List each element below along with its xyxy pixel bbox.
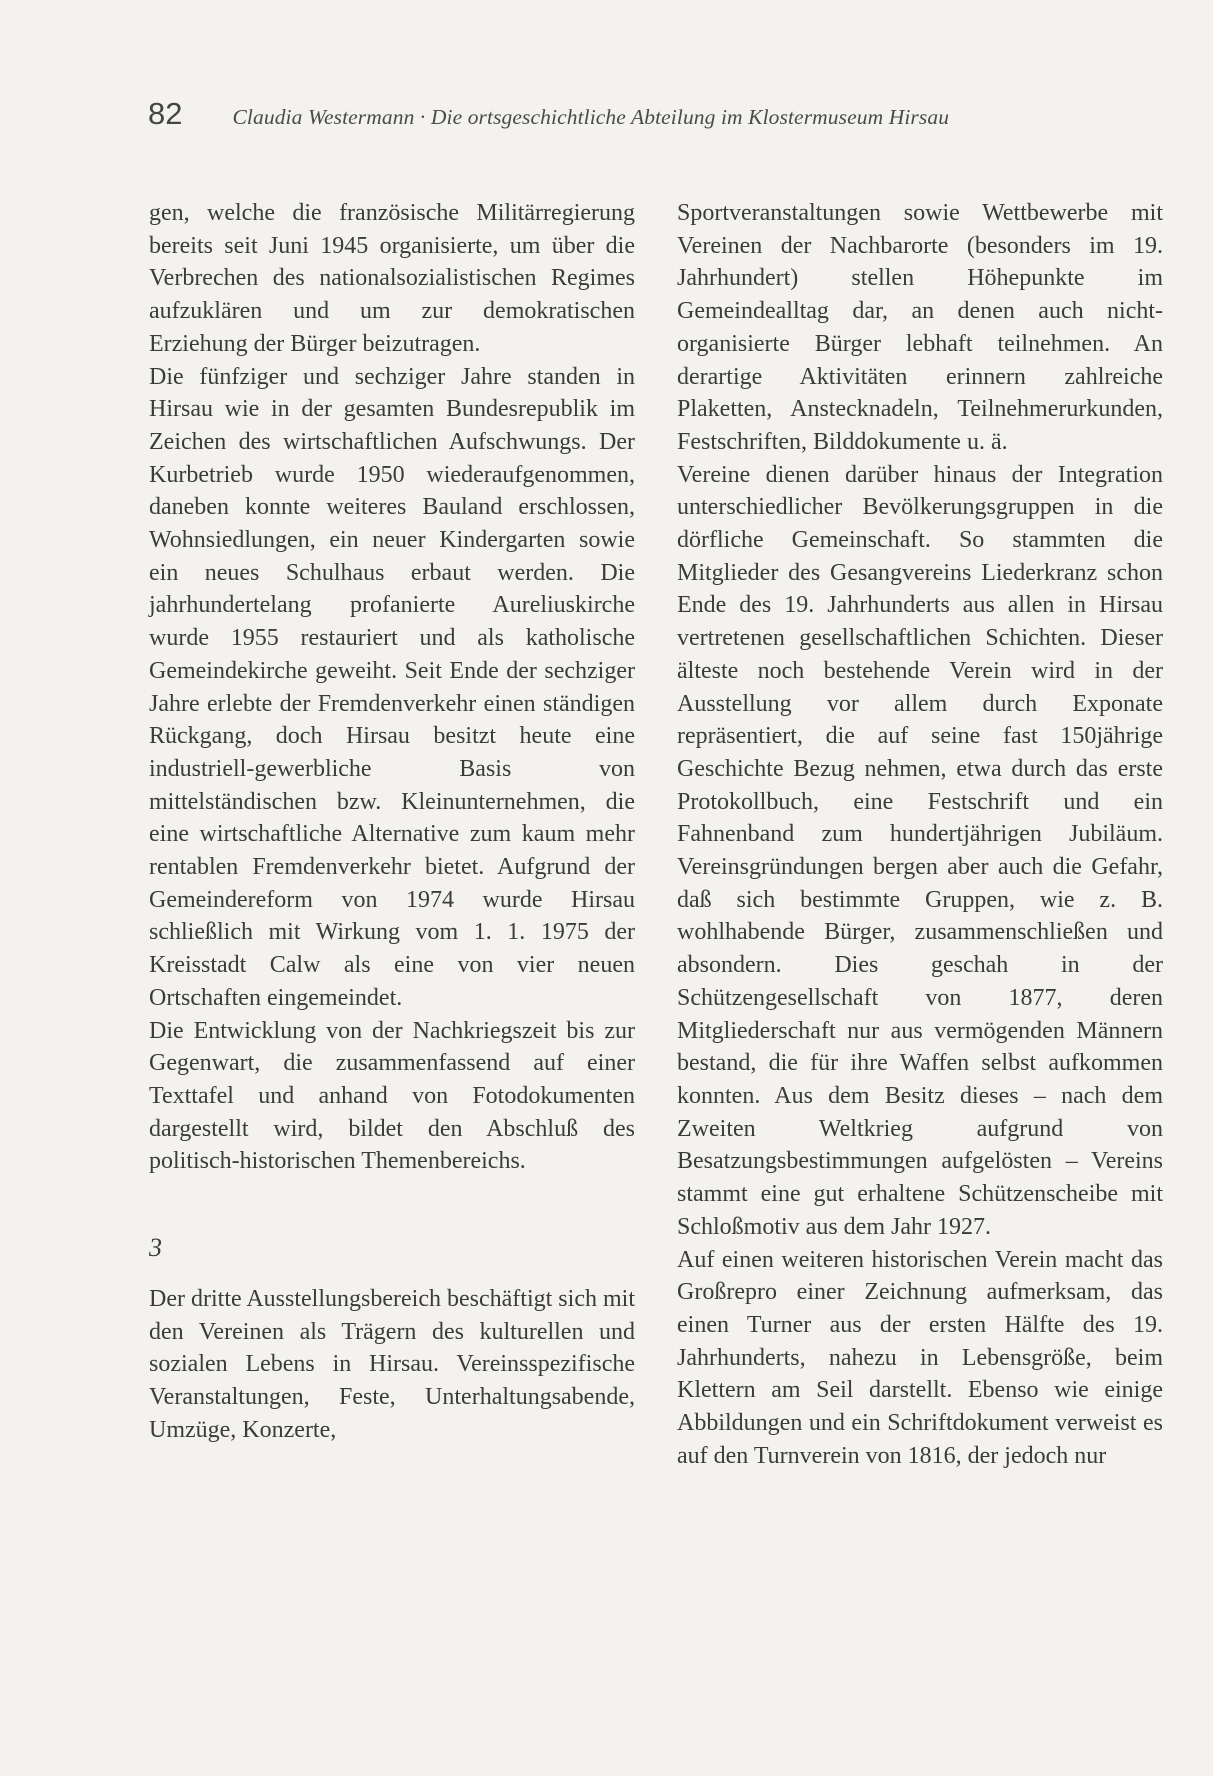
paragraph: Sportveranstaltungen sowie Wettbewerbe mit Vereinen der Nachbarorte (besonders im 19. Jahrhundert) stellen Höhepunkte im Gemeindealltag dar, an denen auch nicht-organisierte Bürger lebhaft teilnehmen. An derartige Aktivitäten erinnern zahlreiche Plaketten, Anstecknadeln, Teilnehmerurkunden, Festschriften, Bilddokumente u. ä. [677, 200, 1163, 455]
paragraph: Vereine dienen darüber hinaus der Integration unterschiedlicher Bevölkerungsgruppen in die dörfliche Gemeinschaft. So stammten die Mitglieder des Gesangvereins Liederkranz schon Ende des 19. Jahrhunderts aus allen in Hirsau vertretenen gesellschaftlichen Schichten. Dieser älteste noch bestehende Verein wird in der Ausstellung vor allem durch Exponate repräsentiert, die auf seine fast 150jährige Geschichte Bezug nehmen, etwa durch das erste Protokollbuch, eine Festschrift und ein Fahnenband zum hundertjährigen Jubiläum. Vereinsgründungen bergen aber auch die Gefahr, daß sich bestimmte Gruppen, wie z. B. wohlhabende Bürger, zusammenschließen und absondern. Dies geschah in der Schützengesellschaft von 1877, deren Mitgliederschaft nur aus vermögenden Männern bestand, die für ihre Waffen selbst aufkommen konnten. Aus dem Besitz dieses – nach dem Zweiten Weltkrieg aufgrund von Besatzungsbestimmungen aufgelösten – Vereins stammt eine gut erhaltene Schützenscheibe mit Schloßmotiv aus dem Jahr 1927. [677, 461, 1163, 1240]
section-gap [149, 1178, 635, 1232]
section-gap [149, 1265, 635, 1283]
paragraph: gen, welche die französische Militärregierung bereits seit Juni 1945 organisierte, um über die Verbrechen des nationalsozialistischen Regimes aufzuklären und um zur demokratischen Erziehung der Bürger beizutragen. [149, 200, 635, 357]
section-number: 3 [149, 1233, 162, 1263]
left-column [149, 197, 635, 1446]
paragraph: Auf einen weiteren historischen Verein macht das Großrepro einer Zeichnung aufmerksam, das einen Turner aus der ersten Hälfte des 19. Jahrhunderts, nahezu in Lebensgröße, beim Klettern am Seil darstellt. Ebenso wie einige Abbildungen und ein Schriftdokument verweist es auf den Turnverein von 1816, der jedoch nur [677, 1246, 1163, 1469]
running-head [148, 96, 1098, 132]
right-column [677, 197, 1163, 1472]
paragraph: Die fünfziger und sechziger Jahre standen in Hirsau wie in der gesamten Bundesrepublik im Zeichen des wirtschaftlichen Aufschwungs. Der Kurbetrieb wurde 1950 wiederaufgenommen, daneben konnte weiteres Bauland erschlossen, Wohnsiedlungen, ein neuer Kindergarten sowie ein neues Schulhaus erbaut werden. Die jahrhundertelang profanierte Aureliuskirche wurde 1955 restauriert und als katholische Gemeindekirche geweiht. Seit Ende der sechziger Jahre erlebte der Fremdenverkehr einen ständigen Rückgang, doch Hirsau besitzt heute eine industriell-gewerbliche Basis von mittelständischen bzw. Kleinunternehmen, die eine wirtschaftliche Alternative zum kaum mehr rentablen Fremdenverkehr bietet. Aufgrund der Gemeindereform von 1974 wurde Hirsau schließlich mit Wirkung vom 1. 1. 1975 der Kreisstadt Calw als eine von vier neuen Ortschaften eingemeindet. [149, 363, 635, 1011]
page-number: 82 [148, 96, 183, 131]
running-title: Claudia Westermann · Die ortsgeschichtliche Abteilung im Klostermuseum Hirsau [232, 105, 950, 129]
paragraph: Die Entwicklung von der Nachkriegszeit bis zur Gegenwart, die zusammenfassend auf einer Texttafel und anhand von Fotodokumenten dargestellt wird, bildet den Abschluß des politisch-historischen Themenbereichs. [149, 1017, 635, 1175]
paragraph: Der dritte Ausstellungsbereich beschäftigt sich mit den Vereinen als Trägern des kulturellen und sozialen Lebens in Hirsau. Vereinsspezifische Veranstaltungen, Feste, Unterhaltungsabende, Umzüge, Konzerte, [149, 1285, 635, 1443]
